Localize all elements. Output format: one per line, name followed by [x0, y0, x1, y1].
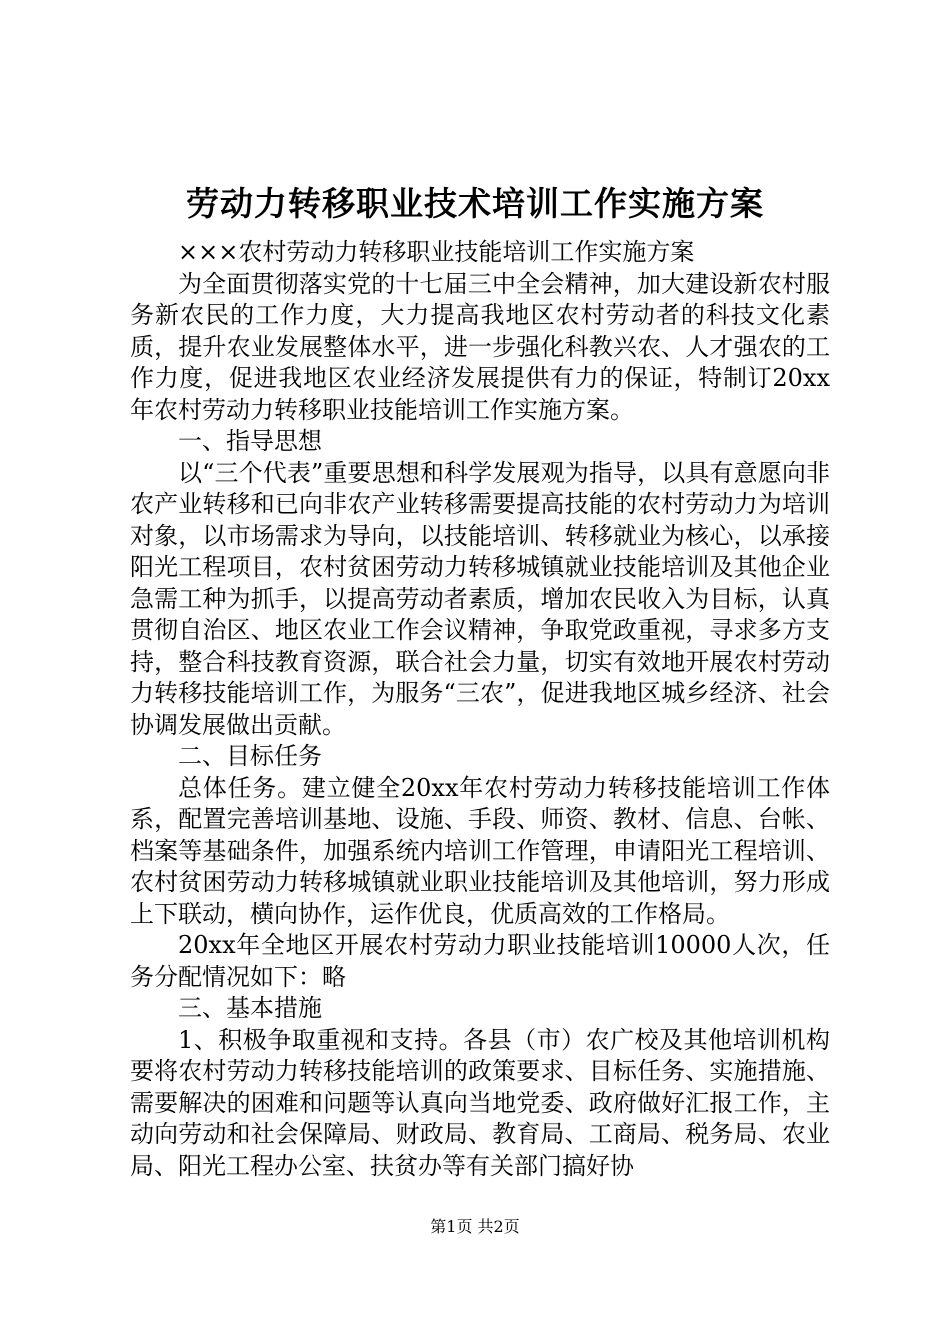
section-heading: 三、基本措施 — [178, 994, 322, 1022]
measure-paragraph: 1、积极争取重视和支持。各县（市）农广校及其他培训机构要将农村劳动力转移技能培训的政策要求、目标任务、实施措施、需要解决的困难和问题等认真向当地党委、政府做好汇报工作，主动向劳动和社会保障局、财政局、教育局、工商局、税务局、农业局、阳光工程办公室、扶贫办等有关部门搞好协 — [130, 1025, 830, 1180]
section-heading: 一、指导思想 — [178, 427, 322, 455]
intro-paragraph: 为全面贯彻落实党的十七届三中全会精神，加大建设新农村服务新农民的工作力度，大力提高我地区农村劳动者的科技文化素质，提升农业发展整体水平，进一步强化科教兴农、人才强农的工作力度，促进我地区农业经济发展提供有力的保证，特制订20xx年农村劳动力转移职业技能培训工作实施方案。 — [130, 269, 830, 424]
subtitle-paragraph: ×××农村劳动力转移职业技能培训工作实施方案 — [178, 238, 695, 266]
document-title: 劳动力转移职业技术培训工作实施方案 — [186, 184, 764, 223]
overall-task-paragraph: 总体任务。建立健全20xx年农村劳动力转移技能培训工作体系，配置完善培训基地、设施、手段、师资、教材、信息、台帐、档案等基础条件，加强系统内培训工作管理，申请阳光工程培训、农村贫困劳动力转移城镇就业职业技能培训及其他培训，努力形成上下联动，横向协作，运作优良，优质高效的工作格局。 — [130, 773, 830, 928]
page-footer: 第1页 共2页 — [430, 1217, 520, 1236]
section-heading: 二、目标任务 — [178, 742, 322, 770]
guiding-ideology-paragraph: 以“三个代表”重要思想和科学发展观为指导，以具有意愿向非农产业转移和已向非农产业转移需要提高技能的农村劳动力为培训对象，以市场需求为导向，以技能培训、转移就业为核心，以承接阳光工程项目，农村贫困劳动力转移城镇就业技能培训及其他企业急需工种为抓手，以提高劳动者素质，增加农民收入为目标，认真贯彻自治区、地区农业工作会议精神，争取党政重视，寻求多方支持，整合科技教育资源，联合社会力量，切实有效地开展农村劳动力转移技能培训工作，为服务“三农”，促进我地区城乡经济、社会协调发展做出贡献。 — [130, 458, 830, 739]
training-target-paragraph: 20xx年全地区开展农村劳动力职业技能培训10000人次，任务分配情况如下：略 — [130, 931, 830, 991]
document-body — [130, 237, 830, 1182]
